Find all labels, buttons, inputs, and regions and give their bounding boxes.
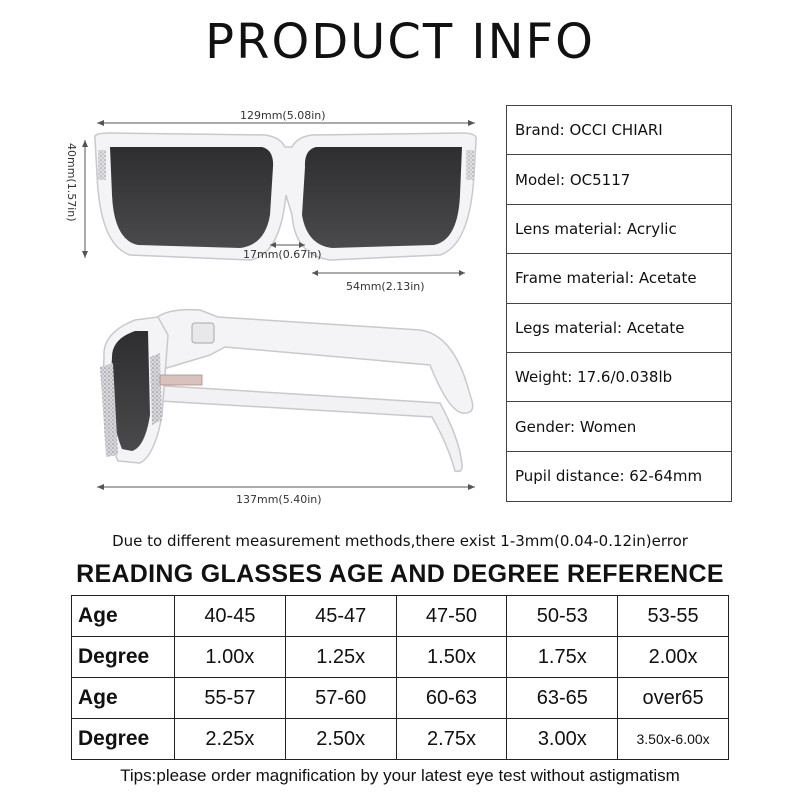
lens-height-label: 40mm(1.57in) (65, 143, 78, 222)
degree-cell: 2.00x (618, 637, 729, 678)
table-row (72, 596, 729, 637)
spec-brand: Brand: OCCI CHIARI (507, 106, 731, 155)
spec-pupil-distance: Pupil distance: 62-64mm (515, 467, 703, 486)
height-dimension-line (82, 140, 88, 258)
table-row (72, 637, 729, 678)
lens-width-dimension-line (312, 270, 465, 276)
age-cell: 40-45 (175, 596, 286, 637)
tips-text: Tips:please order magnification by your latest eye test without astigmatism (120, 766, 680, 785)
spec-gender: Gender: Women (507, 402, 731, 451)
reference-title: READING GLASSES AGE AND DEGREE REFERENCE (76, 560, 724, 588)
table-row (72, 678, 729, 719)
degree-cell: 2.50x (285, 719, 396, 760)
total-width-label: 129mm(5.08in) (240, 109, 326, 122)
age-header: Age (72, 596, 175, 637)
degree-cell: 3.50x-6.00x (618, 719, 729, 760)
age-cell: 53-55 (618, 596, 729, 637)
age-cell: 63-65 (507, 678, 618, 719)
degree-cell: 1.00x (175, 637, 286, 678)
degree-cell: 1.75x (507, 637, 618, 678)
spec-lens-material: Lens material: Acrylic (507, 205, 731, 254)
age-cell: 47-50 (396, 596, 507, 637)
degree-cell: 2.25x (175, 719, 286, 760)
degree-header: Degree (72, 719, 175, 760)
age-cell: 55-57 (175, 678, 286, 719)
spec-weight: Weight: 17.6/0.038lb (507, 353, 731, 402)
spec-table (506, 105, 732, 502)
glasses-front-view (95, 133, 476, 260)
degree-cell: 1.25x (285, 637, 396, 678)
page-title: PRODUCT INFO (205, 14, 595, 70)
age-cell: 45-47 (285, 596, 396, 637)
spec-frame-material: Frame material: Acetate (507, 254, 731, 303)
lens-width-label: 54mm(2.13in) (346, 280, 425, 293)
age-cell: over65 (618, 678, 729, 719)
degree-header: Degree (72, 637, 175, 678)
degree-cell: 3.00x (507, 719, 618, 760)
degree-cell: 1.50x (396, 637, 507, 678)
age-cell: 60-63 (396, 678, 507, 719)
glasses-side-view (100, 310, 473, 472)
age-cell: 50-53 (507, 596, 618, 637)
age-header: Age (72, 678, 175, 719)
measurement-note: Due to different measurement methods,there exist 1-3mm(0.04-0.12in)error (112, 532, 688, 550)
product-diagram (0, 95, 500, 515)
age-degree-table (71, 595, 729, 760)
spec-legs-material: Legs material: Acetate (507, 304, 731, 353)
age-cell: 57-60 (285, 678, 396, 719)
temple-length-label: 137mm(5.40in) (236, 493, 322, 506)
bridge-label: 17mm(0.67in) (243, 248, 322, 261)
table-row (72, 719, 729, 760)
temple-length-dimension-line (97, 484, 475, 490)
degree-cell: 2.75x (396, 719, 507, 760)
spec-model: Model: OC5117 (507, 155, 731, 204)
